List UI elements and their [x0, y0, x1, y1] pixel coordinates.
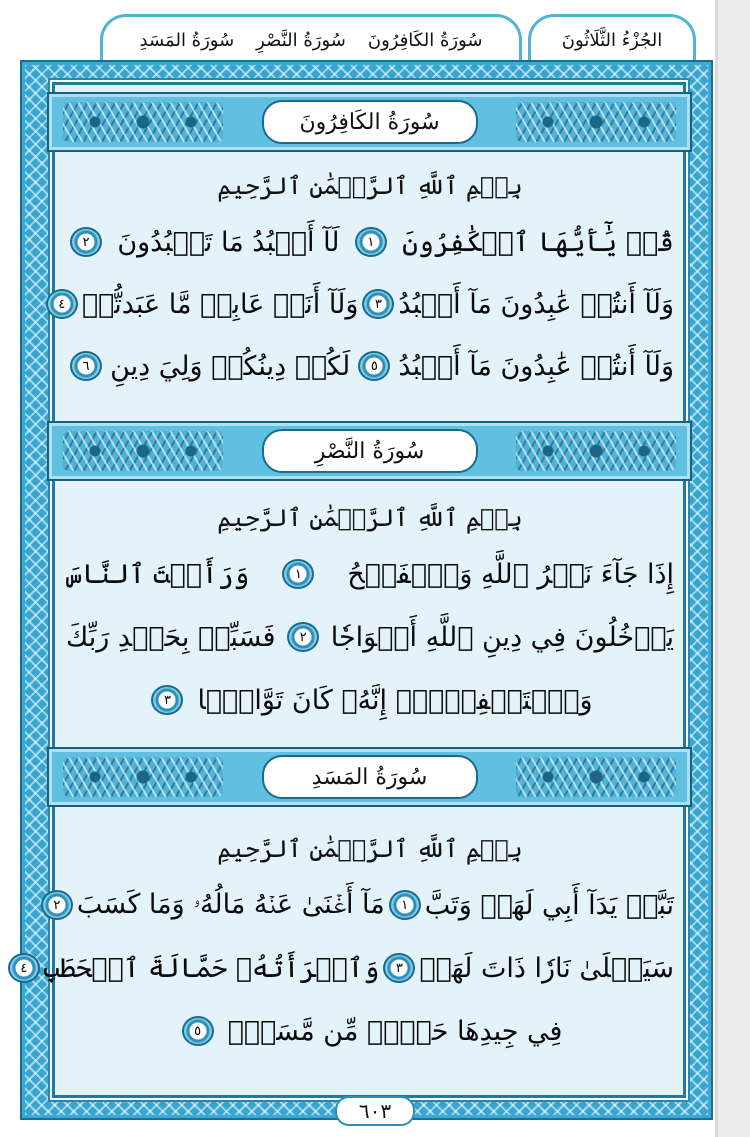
verse-text: فِي جِيدِهَا حَبۡلٞ مِّن مَّسَدِۭ: [227, 1015, 563, 1047]
surah-title-masad: سُورَةُ المَسَدِ: [262, 755, 478, 799]
verse-line: [66, 219, 674, 265]
verse-text: مَآ أَغۡنَىٰ عَنۡهُ مَالُهُۥ وَمَا كَسَبَ: [76, 889, 385, 920]
header-surah-1: سُورَةُ الكَافِرُونَ: [367, 30, 483, 51]
verse-text: وَلَآ أَنتُمۡ عَٰبِدُونَ مَآ أَعۡبُدُ: [398, 288, 674, 320]
ayah-number-marker: ٢: [41, 890, 73, 920]
verse-text: إِذَا جَآءَ نَصۡرُ ٱللَّهِ وَٱلۡفَتۡحُ: [347, 558, 674, 590]
verse-text: وَٱمۡرَأَتُهُۥ حَمَّالَةَ ٱلۡحَطَبِ: [43, 952, 380, 984]
ayah-number-marker: ٤: [8, 953, 40, 983]
verse-text: قُلۡ يَٰٓأَيُّهَا ٱلۡكَٰفِرُونَ: [402, 226, 674, 258]
verse-text: وَٱسۡتَغۡفِرۡهُۚ إِنَّهُۥ كَانَ تَوَّابَۢا: [197, 684, 593, 716]
verse-text: وَلَآ أَنَا۠ عَابِدٞ مَّا عَبَدتُّمۡ: [81, 288, 359, 320]
ayah-number-marker: ٢: [70, 227, 102, 257]
verse-text: تَبَّتۡ يَدَآ أَبِي لَهَبٖ وَتَبَّ: [424, 889, 674, 921]
header-surah-3: سُورَةُ المَسَدِ: [139, 30, 235, 51]
ayah-number-marker: ١: [282, 559, 314, 589]
banner-ornament-left: [63, 757, 223, 797]
ayah-number-marker: ٦: [70, 351, 102, 381]
ayah-number-marker: ٣: [362, 289, 394, 319]
verse-line: [66, 677, 674, 723]
verse-line: [53, 882, 674, 928]
ayah-number-marker: ٣: [151, 685, 183, 715]
basmala-kafirun: بِسۡمِ ٱللَّهِ ٱلرَّحۡمَٰنِ ٱلرَّحِيمِ: [217, 172, 523, 200]
ayah-number-marker: ١: [355, 227, 387, 257]
verse-line: [66, 551, 674, 597]
verse-text: وَلَآ أَنتُمۡ عَٰبِدُونَ مَآ أَعۡبُدُ: [398, 350, 674, 382]
surah-banner-kafirun: [47, 92, 692, 152]
basmala-nasr: بِسۡمِ ٱللَّهِ ٱلرَّحۡمَٰنِ ٱلرَّحِيمِ: [217, 504, 523, 532]
page-number: ٦٠٣: [335, 1096, 415, 1126]
header-surah-2: سُورَةُ النَّصْرِ: [256, 30, 346, 51]
banner-ornament-right: [516, 102, 676, 142]
surah-names-header-tab: [100, 14, 522, 64]
ayah-number-marker: ٢: [287, 622, 319, 652]
banner-ornament-right: [516, 757, 676, 797]
surah-banner-masad: [47, 747, 692, 807]
ayah-number-marker: ٥: [358, 351, 390, 381]
surah-banner-nasr: [47, 421, 692, 481]
ayah-number-marker: ١: [389, 890, 421, 920]
banner-ornament-left: [63, 102, 223, 142]
verse-line: [66, 614, 674, 660]
verse-line: [66, 343, 674, 389]
verse-text: سَيَصۡلَىٰ نَارٗا ذَاتَ لَهَبٖ: [419, 952, 674, 984]
verse-text: وَرَأَيۡتَ ٱلنَّاسَ: [66, 558, 250, 590]
juz-header-tab: [528, 14, 696, 64]
verse-line: [58, 281, 674, 327]
juz-label: الجُزْءُ الثَّلَاثُونَ: [561, 30, 663, 51]
verse-text: لَكُمۡ دِينُكُمۡ وَلِيَ دِينِ: [110, 350, 351, 382]
ayah-number-marker: ٣: [383, 953, 415, 983]
surah-title-kafirun: سُورَةُ الكَافِرُونَ: [262, 100, 478, 144]
verse-text: لَآ أَعۡبُدُ مَا تَعۡبُدُونَ: [117, 226, 340, 258]
verse-text: يَدۡخُلُونَ فِي دِينِ ٱللَّهِ أَفۡوَاجٗا: [330, 621, 674, 653]
basmala-masad: بِسۡمِ ٱللَّهِ ٱلرَّحۡمَٰنِ ٱلرَّحِيمِ: [217, 835, 523, 863]
verse-line: [20, 945, 674, 991]
ayah-number-marker: ٤: [46, 289, 78, 319]
ayah-number-marker: ٥: [182, 1016, 214, 1046]
surah-title-nasr: سُورَةُ النَّصْرِ: [262, 429, 478, 473]
verse-text: فَسَبِّحۡ بِحَمۡدِ رَبِّكَ: [66, 621, 276, 653]
banner-ornament-left: [63, 431, 223, 471]
banner-ornament-right: [516, 431, 676, 471]
verse-line: [66, 1008, 674, 1054]
